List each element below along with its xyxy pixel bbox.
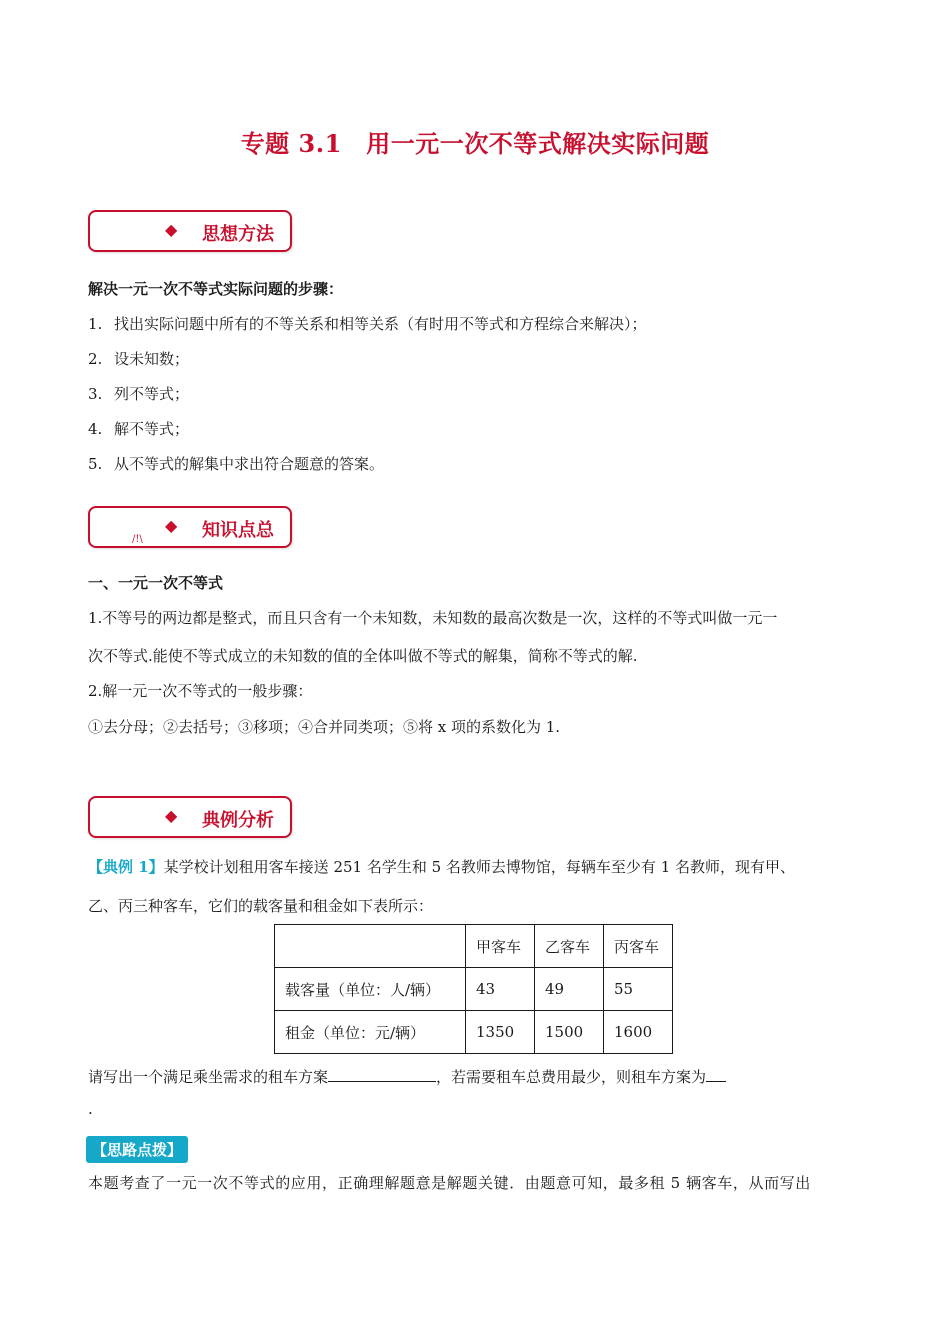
method-step: 3. 列不等式；	[88, 385, 190, 403]
table-row	[275, 968, 673, 1011]
question-line: 请写出一个满足乘坐需求的租车方案 ，若需要租车总费用最少，则租车方案为	[88, 1066, 726, 1087]
section-header-method	[88, 210, 292, 252]
question-end: .	[88, 1100, 93, 1118]
section-label: 知识点总	[202, 520, 274, 541]
example-line: 乙、丙三种客车，它们的载客量和租金如下表所示：	[88, 897, 434, 915]
table-cell: 49	[535, 968, 604, 1011]
table-cell: 1500	[535, 1011, 604, 1054]
method-step: 1. 找出实际问题中所有的不等关系和相等关系（有时用不等式和方程综合来解决）；	[88, 315, 647, 333]
section-label: 典例分析	[202, 810, 274, 831]
stray-mark: /!\	[132, 534, 143, 545]
answer-blank-2	[706, 1067, 726, 1082]
hint-text: 本题考查了一元一次不等式的应用，正确理解题意是解题关键．由题意可知，最多租 5 辆客车，从而写出	[88, 1174, 811, 1192]
knowledge-paragraph: ①去分母；②去括号；③移项；④合并同类项；⑤将 x 项的系数化为 1.	[88, 718, 561, 736]
table-cell: 43	[466, 968, 535, 1011]
table-header-row	[275, 925, 673, 968]
section-header-knowledge	[88, 506, 292, 548]
table-cell: 55	[604, 968, 673, 1011]
table-cell: 载客量（单位：人/辆）	[275, 968, 466, 1011]
hint-tag: 【思路点拨】	[86, 1136, 188, 1163]
knowledge-paragraph: 2.解一元一次不等式的一般步骤：	[88, 682, 313, 700]
table-cell: 丙客车	[604, 925, 673, 968]
answer-blank-1	[328, 1067, 436, 1082]
diamond-icon: ◆	[165, 516, 178, 535]
table-cell: 甲客车	[466, 925, 535, 968]
table-cell: 租金（单位：元/辆）	[275, 1011, 466, 1054]
example-line: 【典例 1】某学校计划租用客车接送 251 名学生和 5 名教师去博物馆，每辆车至少有 1 名教师，现有甲、	[88, 858, 796, 876]
table-cell: 1350	[466, 1011, 535, 1054]
knowledge-paragraph: 1.不等号的两边都是整式，而且只含有一个未知数，未知数的最高次数是一次，这样的不等式叫做一元一	[88, 609, 778, 627]
table-cell: 乙客车	[535, 925, 604, 968]
example-tag: 【典例 1】	[88, 858, 164, 876]
method-step: 4. 解不等式；	[88, 420, 190, 438]
section-header-examples	[88, 796, 292, 838]
table-cell: 1600	[604, 1011, 673, 1054]
diamond-icon: ◆	[165, 806, 178, 825]
page-title: 专题 3.1 用一元一次不等式解决实际问题	[240, 129, 710, 158]
knowledge-heading: 一、一元一次不等式	[88, 574, 224, 592]
section-label: 思想方法	[202, 224, 274, 245]
method-step: 2. 设未知数；	[88, 350, 190, 368]
bus-table	[274, 924, 673, 1054]
method-step: 5. 从不等式的解集中求出符合题意的答案。	[88, 455, 385, 473]
table-row	[275, 1011, 673, 1054]
table-cell	[275, 925, 466, 968]
knowledge-paragraph: 次不等式.能使不等式成立的未知数的值的全体叫做不等式的解集，简称不等式的解.	[88, 647, 638, 665]
diamond-icon: ◆	[165, 220, 178, 239]
method-heading: 解决一元一次不等式实际问题的步骤：	[88, 280, 344, 298]
